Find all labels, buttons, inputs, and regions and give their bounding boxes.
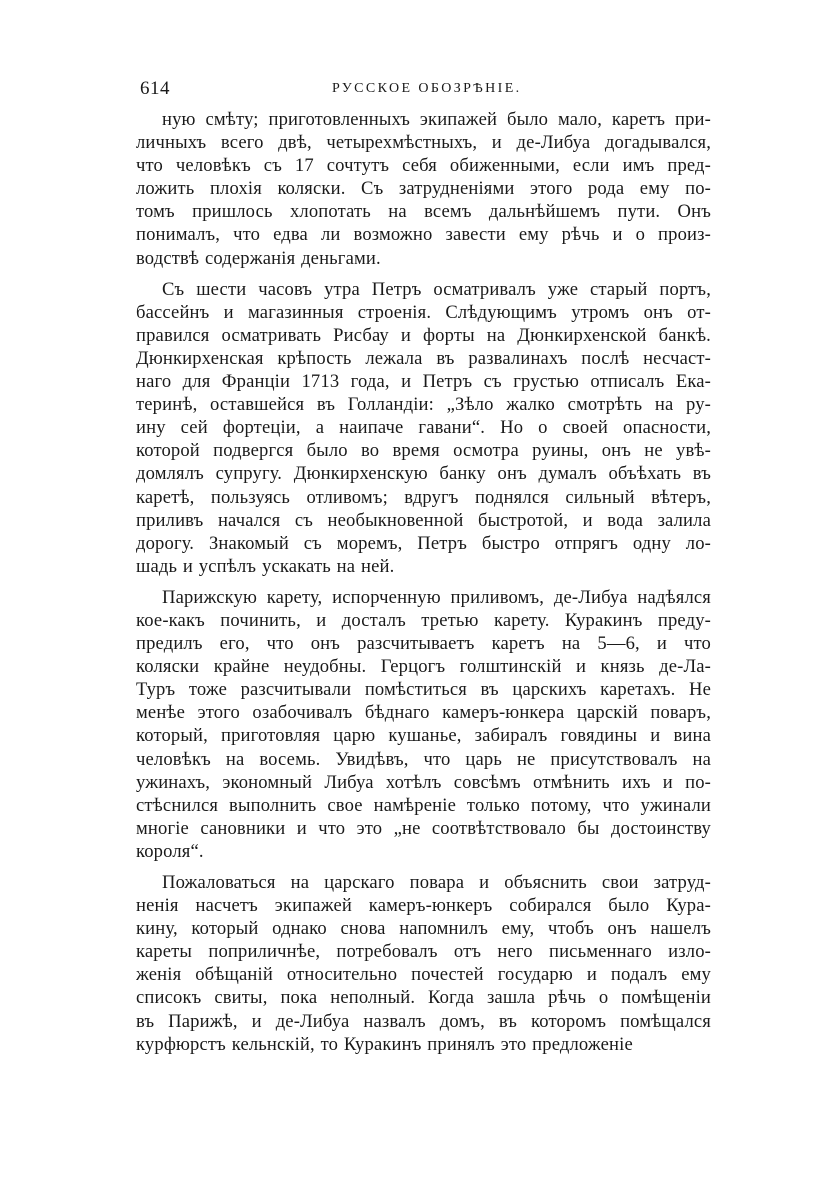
text-line: томъ пришлось хлопотать на всемъ дальнѣйшемъ пути. Онъ: [136, 201, 711, 223]
text-line: каретѣ, пользуясь отливомъ; вдругъ поднялся сильный вѣтеръ,: [136, 486, 711, 508]
page-header: [136, 78, 711, 108]
text-line: которой подвергся было во время осмотра руины, онъ не увѣ-: [136, 440, 711, 462]
text-line: курфюрстъ кельнскій, то Куракинъ принялъ это предложеніе: [136, 1033, 633, 1055]
text-line: менѣе этого озабочивалъ бѣднаго камеръ-юнкера царскій поваръ,: [136, 702, 711, 724]
text-line: Пожаловаться на царскаго повара и объяснить свои затруд-: [162, 872, 711, 893]
paragraph: [136, 586, 711, 863]
body-text: [136, 108, 711, 1056]
text-line: стѣснился выполнить свое намѣреніе только потому, что ужинали: [136, 794, 711, 816]
text-line: Дюнкирхенская крѣпость лежала въ развалинахъ послѣ несчаст-: [136, 347, 711, 369]
text-line: который, приготовляя царю кушанье, забиралъ говядины и вина: [136, 725, 711, 747]
text-line: бассейнъ и магазинныя строенія. Слѣдующимъ утромъ онъ от-: [136, 301, 711, 323]
text-line: что человѣкъ съ 17 сочтутъ себя обиженными, если имъ пред-: [136, 155, 711, 177]
text-line: ную смѣту; приготовленныхъ экипажей было мало, каретъ при-: [162, 109, 711, 130]
text-line: Съ шести часовъ утра Петръ осматривалъ уже старый портъ,: [162, 278, 711, 300]
paragraph: [136, 278, 711, 578]
text-line: дорогу. Знакомый съ моремъ, Петръ быстро отпрягъ одну ло-: [136, 532, 711, 554]
text-line: понималъ, что едва ли возможно завести ему рѣчь и о произ-: [136, 224, 711, 246]
text-line: приливъ начался съ необыкновенной быстротой, и вода залила: [136, 509, 711, 531]
text-line: человѣкъ на восемь. Увидѣвъ, что царь не присутствовалъ на: [136, 748, 711, 770]
running-title: РУССКОЕ ОБОЗРѢНІЕ.: [332, 81, 522, 96]
text-line: наго для Франціи 1713 года, и Петръ съ грустью отписалъ Ека-: [136, 371, 711, 393]
text-line: ненія насчетъ экипажей камеръ-юнкеръ собирался было Кура-: [136, 895, 711, 917]
text-line: ложить плохія коляски. Съ затрудненіями этого рода ему по-: [136, 178, 711, 200]
paragraph: [136, 108, 711, 270]
text-line: правился осматривать Рисбау и форты на Дюнкирхенской банкѣ.: [136, 324, 711, 346]
text-line: Туръ тоже разсчитывали помѣститься въ царскихъ каретахъ. Не: [136, 679, 711, 701]
text-line: Парижскую карету, испорченную приливомъ, де-Либуа надѣялся: [162, 586, 711, 608]
text-line: списокъ свиты, пока неполный. Когда зашла рѣчь о помѣщеніи: [136, 987, 711, 1009]
text-line: кареты поприличнѣе, потребовалъ отъ него письменнаго изло-: [136, 941, 711, 963]
text-line: коляски крайне неудобны. Герцогъ голштинскій и князь де-Ла-: [136, 656, 711, 678]
text-line: шадь и успѣлъ ускакать на ней.: [136, 555, 395, 577]
page: [136, 78, 711, 1056]
paragraph-gap: [136, 578, 711, 586]
text-line: теринѣ, оставшейся въ Голландіи: „Зѣло жалко смотрѣть на ру-: [136, 394, 711, 416]
text-line: многіе сановники и что это „не соотвѣтствовало бы достоинству: [136, 817, 711, 839]
text-line: ужинахъ, экономный Либуа хотѣлъ совсѣмъ отмѣнить ихъ и по-: [136, 771, 711, 793]
paragraph-gap: [136, 270, 711, 278]
page-number: 614: [140, 78, 170, 99]
text-line: предилъ его, что онъ разсчитываетъ каретъ на 5—6, и что: [136, 633, 711, 655]
text-line: ину сей фортеціи, а наипаче гавани“. Но о своей опасности,: [136, 417, 711, 439]
text-line: водствѣ содержанія деньгами.: [136, 247, 381, 269]
paragraph: [136, 871, 711, 1056]
text-line: въ Парижѣ, и де-Либуа назвалъ домъ, въ которомъ помѣщался: [136, 1010, 711, 1032]
paragraph-gap: [136, 863, 711, 871]
text-line: кину, который однако снова напомнилъ ему, чтобъ онъ нашелъ: [136, 918, 711, 940]
text-line: кое-какъ починить, и досталъ третью карету. Куракинъ преду-: [136, 609, 711, 631]
text-line: домлялъ супругу. Дюнкирхенскую банку онъ думалъ объѣхать въ: [136, 463, 711, 485]
text-line: короля“.: [136, 840, 204, 862]
text-line: женія обѣщаній относительно почестей государю и подалъ ему: [136, 964, 711, 986]
text-line: личныхъ всего двѣ, четырехмѣстныхъ, и де-Либуа догадывался,: [136, 132, 711, 154]
